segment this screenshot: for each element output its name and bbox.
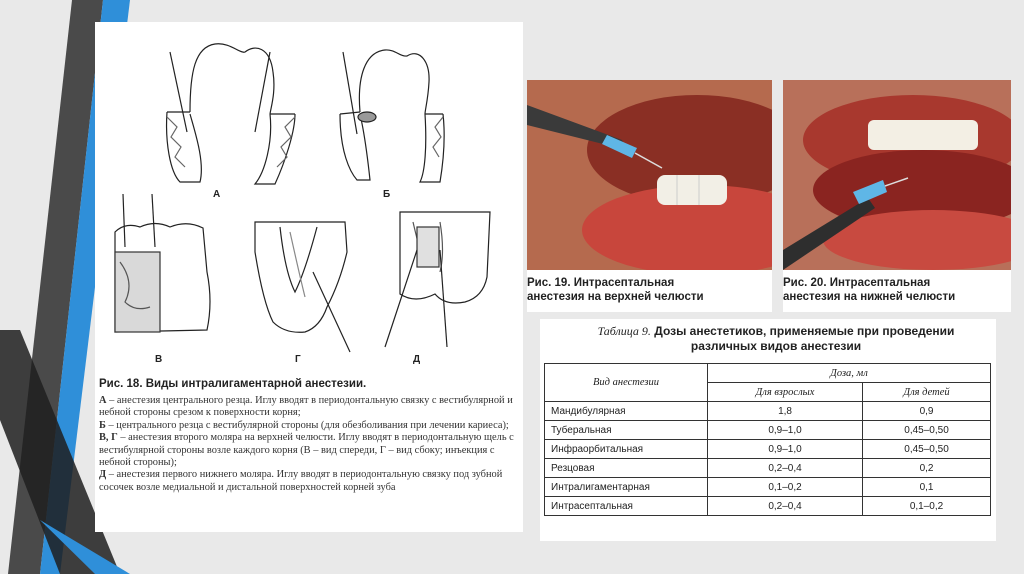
- figure-18-drawings: [95, 22, 523, 382]
- table-row: Туберальная 0,9–1,0 0,45–0,50: [545, 421, 991, 440]
- figure-20-caption: Рис. 20. Интрасептальная анестезия на нижней челюсти: [783, 277, 956, 303]
- figure-18-description: [99, 395, 517, 494]
- description-item: Б – центрального резца с вестибулярной стороны (для обезболивания при лечении кариеса);: [99, 419, 509, 431]
- figure-19-caption: Рис. 19. Интрасептальная анестезия на верхней челюсти: [527, 277, 704, 303]
- col-type-header: Вид анестезии: [545, 364, 708, 402]
- drawing-g: [255, 222, 350, 352]
- drawing-b: [340, 50, 444, 182]
- label-b: Б: [383, 189, 391, 200]
- table-row: Инфраорбитальная 0,9–1,0 0,45–0,50: [545, 440, 991, 459]
- label-d: Д: [413, 354, 421, 365]
- table-header-row: [545, 364, 991, 383]
- label-a: А: [213, 189, 221, 200]
- description-item: В, Г – анестезия второго моляра на верхней челюсти. Иглу вводят в периодонтальную щель с вестибулярной стороны возле каждого корня (В – вид спереди, Г – вид сбоку; инъекция с небной стороны);: [99, 432, 514, 469]
- doses-table: [544, 363, 991, 516]
- figure-19-photo: [527, 80, 772, 270]
- label-g: Г: [295, 354, 301, 365]
- table-row: Интралигаментарная 0,1–0,2 0,1: [545, 478, 991, 497]
- table-9-panel: [540, 319, 996, 541]
- table-row: Интрасептальная 0,2–0,4 0,1–0,2: [545, 497, 991, 516]
- drawing-d: [385, 212, 490, 347]
- table-9-title: Таблица 9. Дозы анестетиков, применяемые при проведении различных видов анестезии: [597, 324, 955, 353]
- figure-20-panel: [783, 80, 1011, 312]
- table-row: Резцовая 0,2–0,4 0,2: [545, 459, 991, 478]
- col-adults-header: Для взрослых: [708, 383, 863, 402]
- figure-18-title: Рис. 18. Виды интралигаментарной анестезии.: [99, 378, 367, 390]
- figure-20-photo: [783, 80, 1011, 270]
- label-v: В: [155, 354, 163, 365]
- drawing-v: [115, 194, 210, 332]
- figure-18-panel: [95, 22, 523, 532]
- description-item: Д – анестезия первого нижнего моляра. Иглу вводят в периодонтальную связку под зубной сосочек возле медиальной и дистальной поверхностей корней зуба: [99, 469, 503, 493]
- table-row: Мандибулярная 1,8 0,9: [545, 402, 991, 421]
- description-item: А – анестезия центрального резца. Иглу вводят в периодонтальную связку с вестибулярной и небной стороны срезом к поверхности корня;: [99, 395, 513, 419]
- figure-19-panel: [527, 80, 772, 312]
- col-children-header: Для детей: [863, 383, 991, 402]
- drawing-a: [167, 44, 295, 184]
- col-dose-header: Доза, мл: [708, 364, 991, 383]
